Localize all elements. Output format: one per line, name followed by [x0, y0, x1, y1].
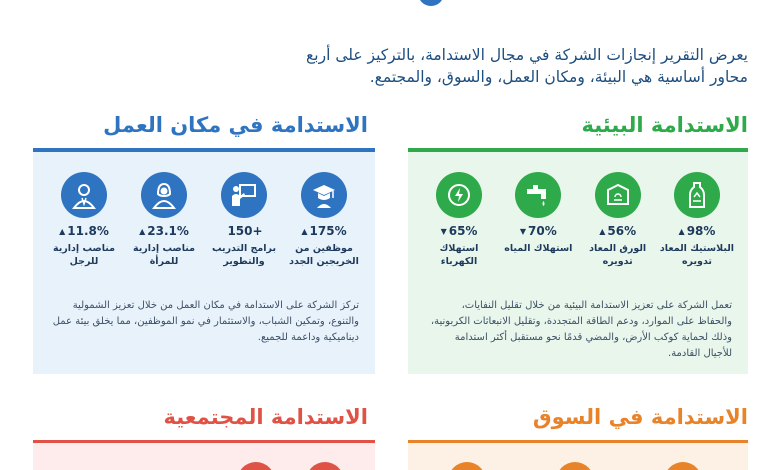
man-icon	[61, 172, 107, 218]
workplace-stats	[45, 172, 363, 274]
intro-text: يعرض التقرير إنجازات الشركة في مجال الاستدامة، بالتركيز على أربع محاور أساسية هي البيئة، ومكان العمل، والسوق، والمجتمع.	[306, 46, 748, 86]
woman-icon	[141, 172, 187, 218]
water-tap-icon	[515, 172, 561, 218]
stat-value: 56% ▲	[599, 224, 637, 238]
workplace-panel	[33, 152, 375, 374]
electricity-icon	[436, 172, 482, 218]
environment-stats	[420, 172, 736, 274]
recycle-bottle-icon	[674, 172, 720, 218]
workplace-title: الاستدامة في مكان العمل	[103, 113, 368, 137]
stat-men-management	[45, 172, 123, 274]
stat-value: 23.1% ▲	[139, 224, 189, 238]
stat-value: 70% ▼	[519, 224, 557, 238]
community-title: الاستدامة المجتمعية	[163, 405, 368, 429]
graduate-icon	[301, 172, 347, 218]
environment-description: تعمل الشركة على تعزيز الاستدامة البيئية من خلال تقليل النفايات، والحفاظ على الموارد، ودعم الطاقة المتجددة، وتقليل الانبعاثات الكربونية، وذلك لحماية كوكب الأرض، والمضي قدمًا نحو مستقبل أكثر استدامة للأجيال القادمة.	[430, 300, 732, 359]
presenter-board-icon	[221, 172, 267, 218]
stat-training-programs	[205, 172, 283, 274]
stat-value: 65% ▼	[440, 224, 478, 238]
stat-label: البلاستيك المعاد تدويره	[659, 243, 735, 267]
workplace-description: تركز الشركة على الاستدامة في مكان العمل من خلال تعزيز الشمولية والتنوع، وتمكين الشباب، والاستثمار في نمو الموظفين، مما يخلق بيئة عمل ديناميكية وداعمة للجميع.	[52, 300, 359, 343]
recycle-box-icon	[595, 172, 641, 218]
stat-label: الورق المعاد تدويره	[589, 243, 647, 267]
stat-value: 175% ▲	[301, 224, 347, 238]
stat-new-graduates	[285, 172, 363, 274]
stat-women-management	[125, 172, 203, 274]
stat-label: موظفين من الخريجين الجدد	[289, 243, 359, 267]
stat-plastic-recycled	[658, 172, 736, 274]
environment-panel	[408, 152, 748, 374]
stat-value: +150	[227, 224, 263, 238]
stat-water-consumption	[499, 172, 577, 274]
stat-value: 11.8% ▲	[59, 224, 109, 238]
stat-label: برامج التدريب والتطوير	[211, 243, 277, 267]
header-decoration	[418, 0, 444, 6]
market-title: الاستدامة في السوق	[532, 405, 748, 429]
stat-label: استهلاك الكهرباء	[439, 243, 479, 267]
environment-title: الاستدامة البيئية	[581, 113, 748, 137]
stat-electricity-consumption	[420, 172, 498, 274]
stat-label: مناصب إدارية للمرأة	[132, 243, 196, 267]
stat-paper-recycled	[579, 172, 657, 274]
stat-label: مناصب إدارية للرجل	[52, 243, 116, 267]
stat-label: استهلاك المياه	[504, 243, 573, 254]
stat-value: 98% ▲	[678, 224, 716, 238]
